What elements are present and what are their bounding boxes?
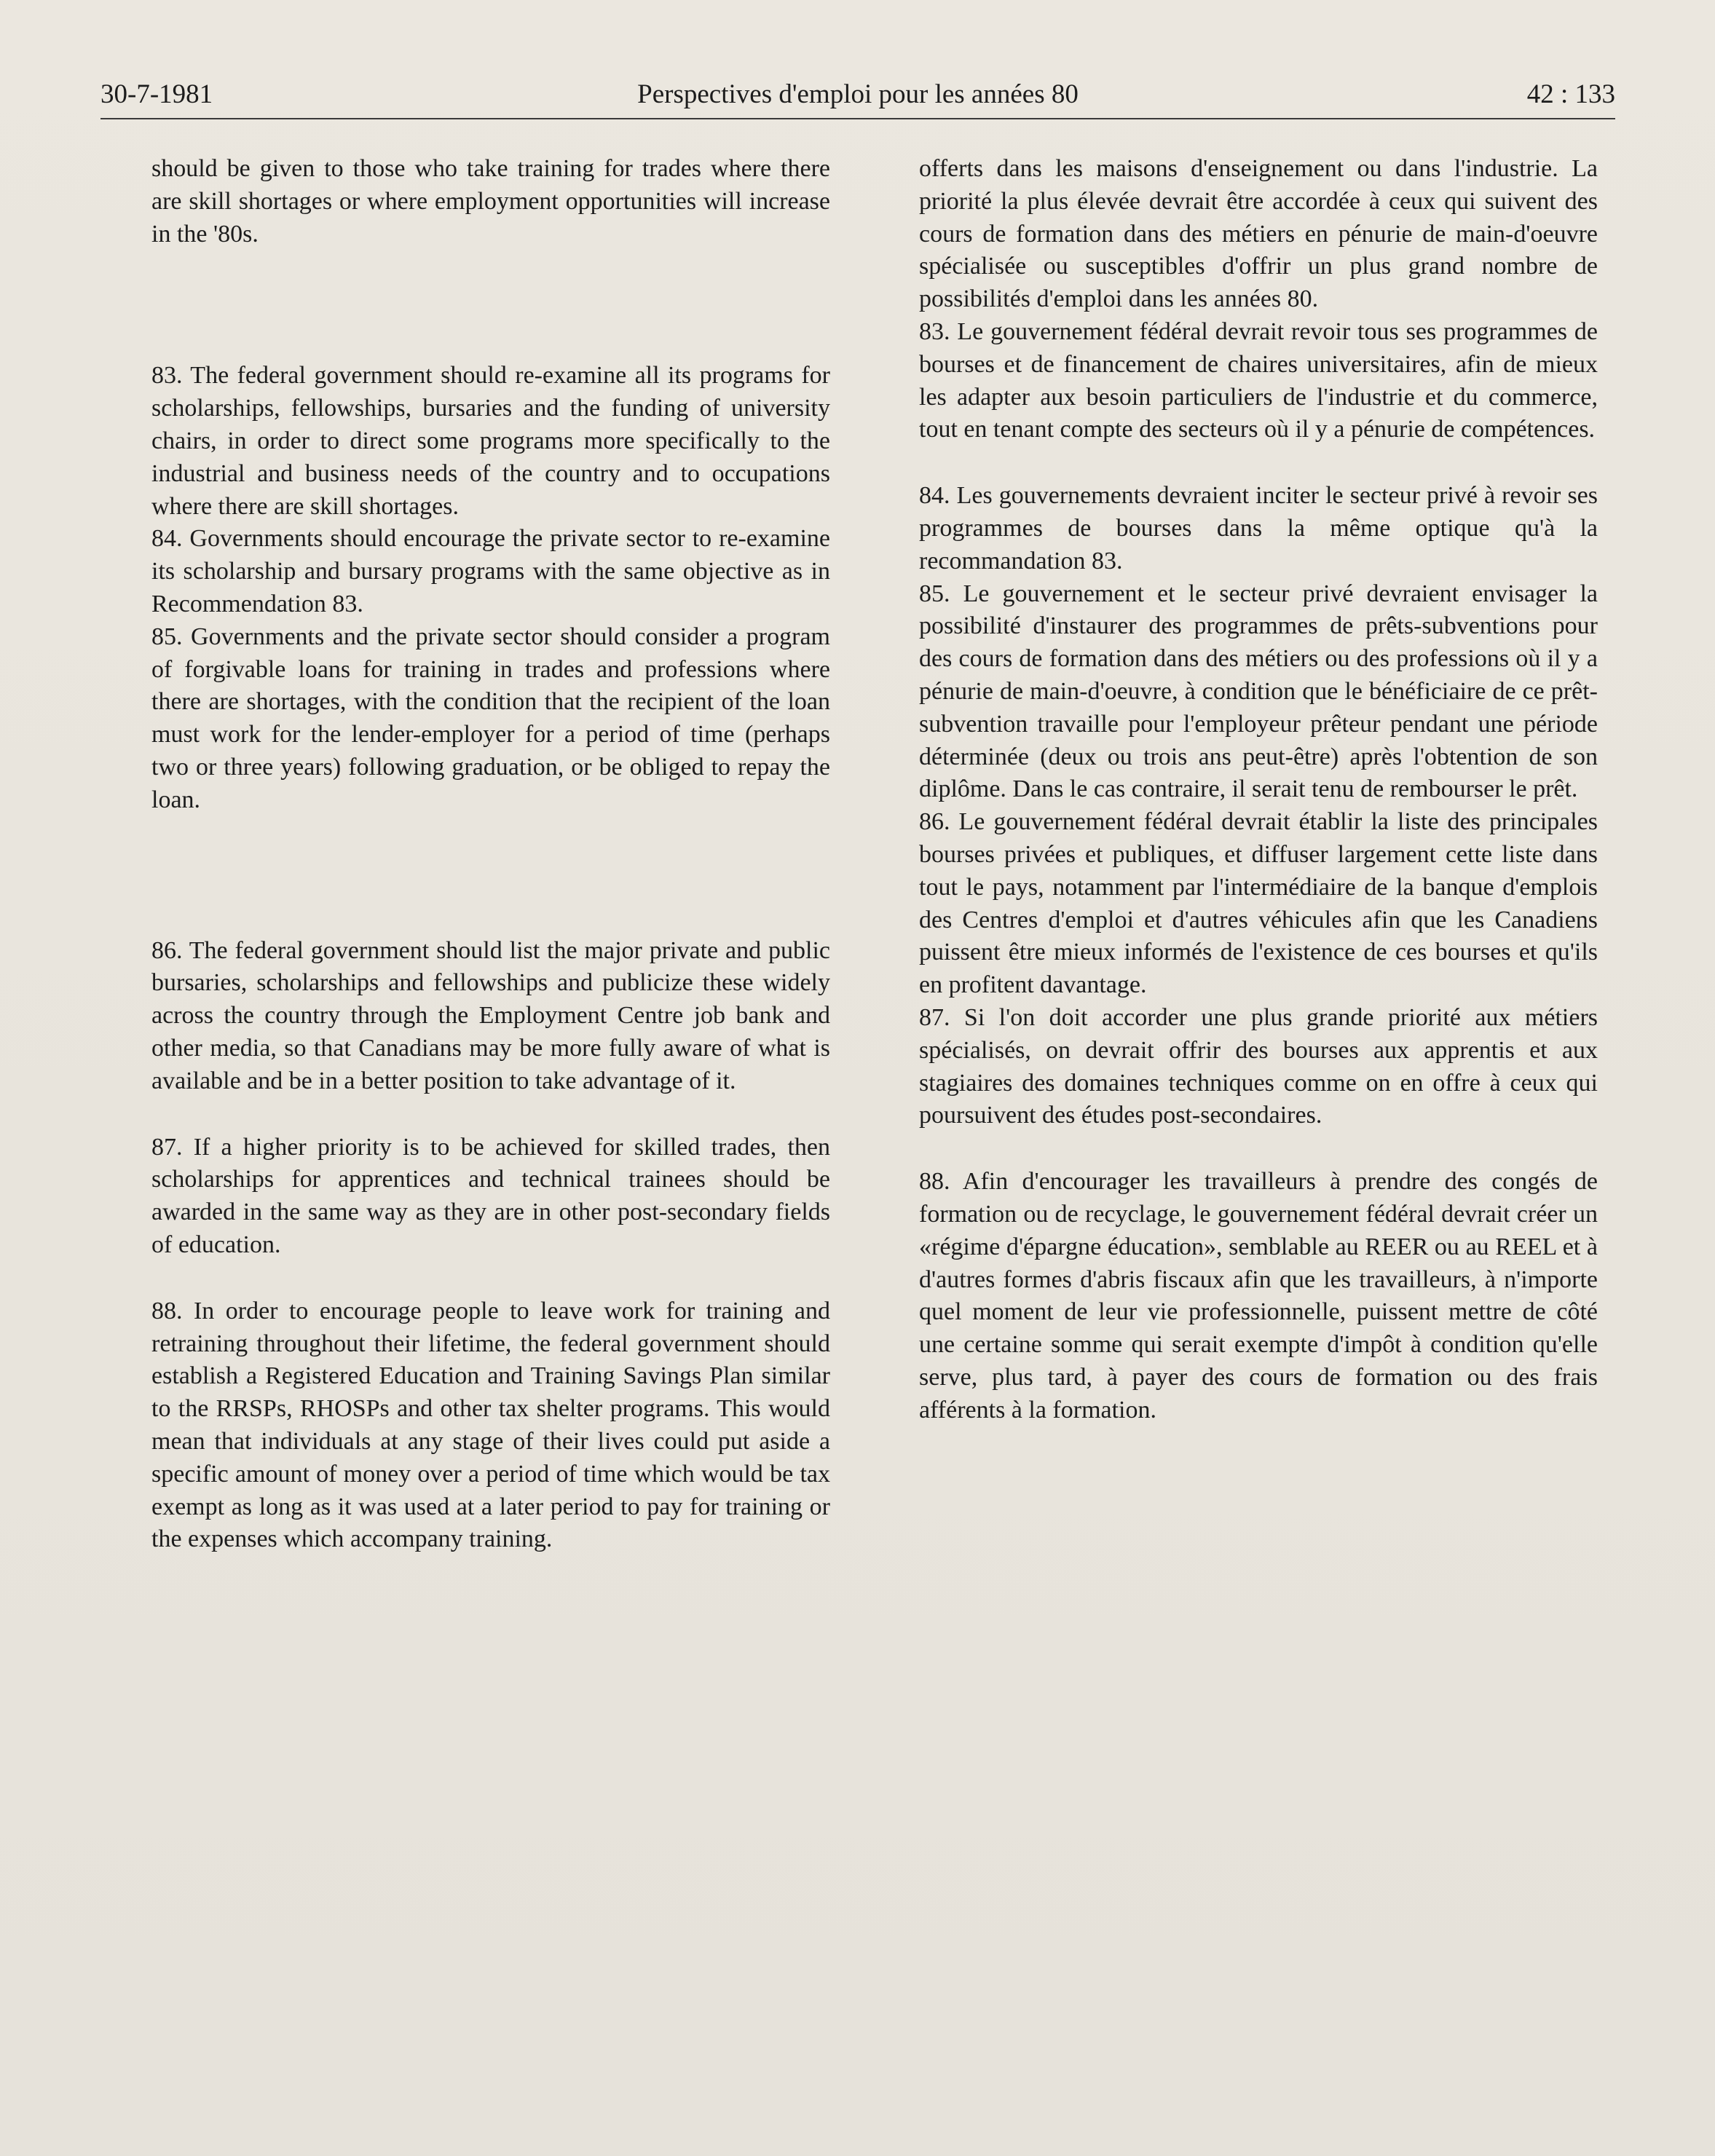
fr-paragraph-intro: offerts dans les maisons d'enseignement ou dans l'industrie. La priorité la plus élevée devrait être accordée à ceux qui suivent des cours de formation dans des métiers en pénurie de main-d'oeuvre spécialisée ou susceptibles d'offrir un plus grand nombre de possibilités d'emploi dans les années 80. [919, 155, 1598, 313]
en-recommendation-88: 88. In order to encourage people to leave work for training and retraining throughout their lifetime, the federal government should establish a Registered Education and Training Savings Plan similar to the RRSPs, RHOSPs and other tax shelter programs. This would mean that individuals at any stage of their lives could put aside a specific amount of money over a period of time which would be tax exempt as long as it was used at a later period to pay for training or the expenses which accompany training. [151, 1297, 830, 1553]
en-recommendation-87: 87. If a higher priority is to be achieved for skilled trades, then scholarships for apprentices and technical trainees should be awarded in the same way as they are in other post-secondary fields of education. [151, 1133, 830, 1258]
en-recommendation-85: 85. Governments and the private sector should consider a program of forgivable loans for training in trades and professions where there are shortages, with the condition that the recipient of the loan must work for the lender-employer for a period of time (perhaps two or three years) following graduation, or be obliged to repay the loan. [151, 623, 830, 813]
en-paragraph-intro: should be given to those who take training for trades where there are skill shortages or where employment opportunities will increase in the '80s. [151, 155, 830, 248]
header-date: 30-7-1981 [100, 79, 213, 109]
en-recommendation-83: 83. The federal government should re-examine all its programs for scholarships, fellowships, bursaries and the funding of university chairs, in order to direct some programs more specifically to the industrial and business needs of the country and to occupations where there are skill shortages. [151, 362, 830, 520]
en-recommendation-84: 84. Governments should encourage the private sector to re-examine its scholarship and bursary programs with the same objective as in Recommendation 83. [151, 525, 830, 617]
spacer [151, 1262, 830, 1295]
fr-recommendation-83: 83. Le gouvernement fédéral devrait revoir tous ses programmes de bourses et de financement de chaires universitaires, afin de mieux les adapter aux besoin particuliers de l'industrie et du commerce, tout en tenant compte des secteurs où il y a pénurie de compétences. [919, 317, 1598, 443]
spacer [151, 1098, 830, 1132]
header-page-number: 42 : 133 [1526, 79, 1615, 109]
show-through-texture [109, 218, 116, 250]
fr-recommendation-84: 84. Les gouvernements devraient inciter le secteur privé à revoir ses programmes de bourses dans la même optique qu'à la recommandation 83. [919, 482, 1598, 574]
page-header [100, 73, 1615, 117]
english-column [151, 153, 830, 1556]
french-column [919, 153, 1598, 1426]
spacer [151, 817, 830, 935]
en-recommendation-86: 86. The federal government should list the major private and public bursaries, scholarships and fellowships and publicize these widely across the country through the Employment Centre job bank and other media, so that Canadians may be more fully aware of what is available and be in a better position to take advantage of it. [151, 936, 830, 1094]
fr-recommendation-86: 86. Le gouvernement fédéral devrait établir la liste des principales bourses privées et publiques, et diffuser largement cette liste dans tout le pays, notamment par l'intermédiaire de la banque d'emplois des Centres d'emploi et d'autres véhicules afin que les Canadiens puissent être mieux informés de l'existence de ces bourses et qu'ils en profitent davantage. [919, 808, 1598, 999]
fr-recommendation-88: 88. Afin d'encourager les travailleurs à prendre des congés de formation ou de recyclage, le gouvernement fédéral devrait créer un «régime d'épargne éducation», semblable au REER ou au REEL et à d'autres formes d'abris fiscaux afin que les travailleurs, à n'importe quel moment de leur vie professionnelle, puissent mettre de côté une certaine somme qui serait exempte d'impôt à condition qu'elle serve, plus tard, à payer des cours de formation ou des frais afférents à la formation. [919, 1168, 1598, 1423]
spacer [919, 446, 1598, 480]
spacer [151, 250, 830, 360]
fr-recommendation-87: 87. Si l'on doit accorder une plus grande priorité aux métiers spécialisés, on devrait offrir des bourses aux apprentis et aux stagiaires des domaines techniques comme on en offre à ceux qui poursuivent des études post-secondaires. [919, 1003, 1598, 1129]
fr-recommendation-85: 85. Le gouvernement et le secteur privé devraient envisager la possibilité d'instaurer des programmes de prêts-subventions pour des cours de formation dans des métiers ou des professions où il y a pénurie de main-d'oeuvre, à condition que le bénéficiaire de ce prêt-subvention travaille pour l'employeur prêteur pendant une période déterminée (deux ou trois ans peut-être) après l'obtention de son diplôme. Dans le cas contraire, il serait tenu de rembourser le prêt. [919, 580, 1598, 803]
spacer [919, 1132, 1598, 1166]
header-rule [100, 118, 1615, 119]
header-title: Perspectives d'emploi pour les années 80 [637, 79, 1079, 109]
